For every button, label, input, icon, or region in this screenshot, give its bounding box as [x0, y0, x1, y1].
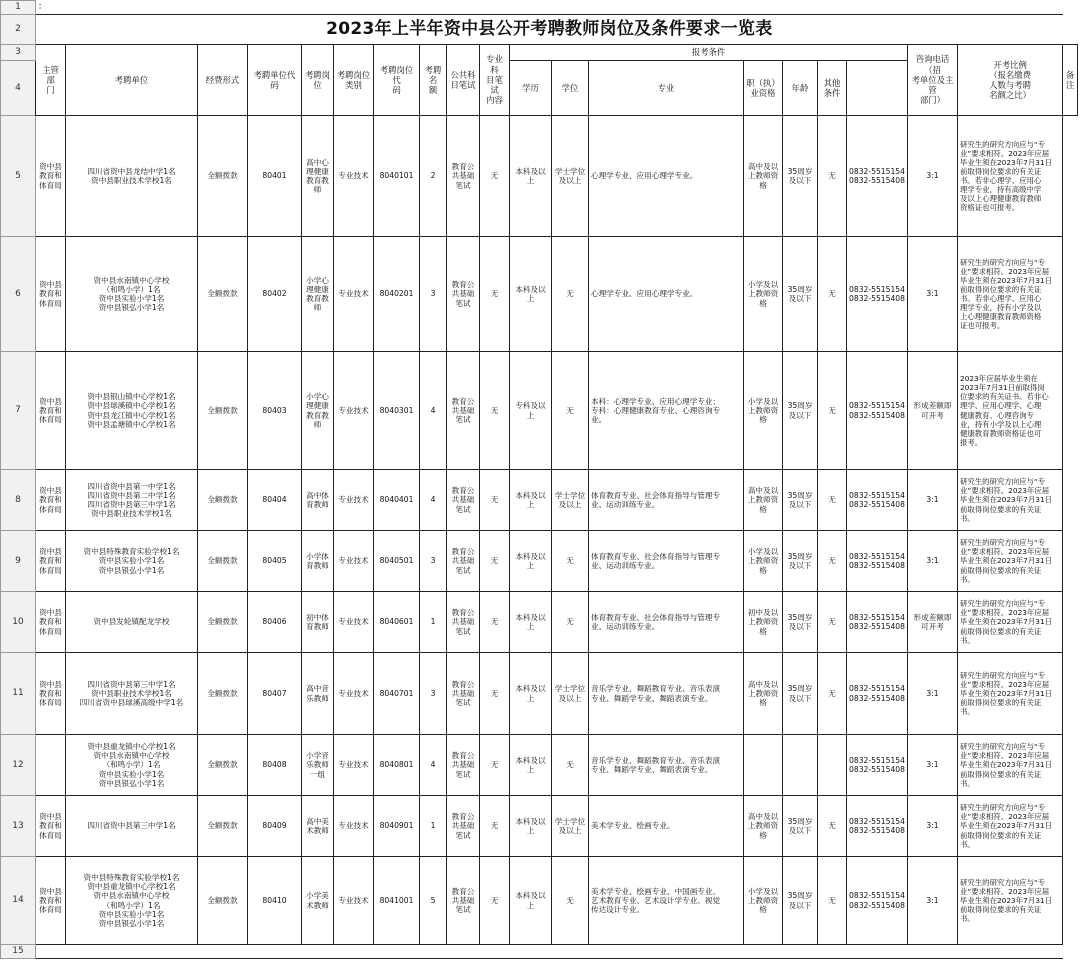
row-number: 7 — [1, 352, 36, 470]
unit-code-cell: 80406 — [248, 592, 302, 653]
authority-cell: 资中县 教育和 体育局 — [36, 352, 66, 470]
education-cell: 本科及以 上 — [510, 796, 552, 857]
note-row — [1, 1, 1078, 15]
other-cell: 无 — [818, 531, 847, 592]
table-row — [1, 531, 1078, 592]
unit-code-cell: 80403 — [248, 352, 302, 470]
age-cell: 35周岁 及以下 — [783, 352, 818, 470]
public-exam-cell: 教育公 共基础 笔试 — [447, 735, 480, 796]
prof-exam-cell: 无 — [480, 592, 510, 653]
age-cell: 35周岁 及以下 — [783, 796, 818, 857]
major-cell: 美术学专业、绘画专业。 — [589, 796, 744, 857]
position-code-cell: 8040601 — [374, 592, 420, 653]
unit-code-cell: 80410 — [248, 857, 302, 945]
unit-cell: 四川省资中县第三中学1名 — [66, 796, 198, 857]
header-category: 考聘岗位 类别 — [334, 45, 374, 116]
remark-cell: 研究生的研究方向应与“专 业”要求相符。2023年应届 毕业生须在2023年7月31日 前取得岗位要求的有关证 书。 — [958, 531, 1063, 592]
ratio-cell: 形成差额即 可开考 — [908, 352, 958, 470]
quota-cell: 2 — [420, 116, 447, 237]
position-code-cell: 8040701 — [374, 653, 420, 735]
phone-cell: 0832-5515154 0832-5515408 — [847, 352, 908, 470]
funding-cell: 全额拨款 — [198, 653, 248, 735]
table-row — [1, 735, 1078, 796]
position-cell: 高中体 育教师 — [302, 470, 334, 531]
major-cell: 体育教育专业、社会体育指导与管理专 业、运动训练专业。 — [589, 592, 744, 653]
remark-cell: 研究生的研究方向应与“专 业”要求相符。2023年应届 毕业生须在2023年7月31日 前取得岗位要求的有关证 书。 — [958, 857, 1063, 945]
ratio-cell: 3:1 — [908, 653, 958, 735]
position-code-cell: 8040801 — [374, 735, 420, 796]
public-exam-cell: 教育公 共基础 笔试 — [447, 237, 480, 352]
degree-cell: 学士学位 及以上 — [552, 470, 589, 531]
remark-cell: 研究生的研究方向应与“专 业”要求相符。2023年应届 毕业生须在2023年7月31日 前取得岗位要求的有关证 书。 — [958, 653, 1063, 735]
phone-cell: 0832-5515154 0832-5515408 — [847, 857, 908, 945]
qualification-cell: 小学及以 上教师资 格 — [744, 237, 783, 352]
major-cell: 体育教育专业、社会体育指导与管理专 业、运动训练专业。 — [589, 470, 744, 531]
unit-code-cell: 80409 — [248, 796, 302, 857]
position-code-cell: 8040401 — [374, 470, 420, 531]
quota-cell: 3 — [420, 237, 447, 352]
other-cell: 无 — [818, 653, 847, 735]
phone-cell: 0832-5515154 0832-5515408 — [847, 116, 908, 237]
table-row — [1, 796, 1078, 857]
row-number: 13 — [1, 796, 36, 857]
row-number: 8 — [1, 470, 36, 531]
other-cell: 无 — [818, 470, 847, 531]
unit-code-cell: 80405 — [248, 531, 302, 592]
ratio-cell: 3:1 — [908, 237, 958, 352]
category-cell: 专业技术 — [334, 352, 374, 470]
category-cell: 专业技术 — [334, 653, 374, 735]
position-code-cell: 8040501 — [374, 531, 420, 592]
remark-cell: 研究生的研究方向应与“专 业”要求相符。2023年应届 毕业生须在2023年7月31日 前取得岗位要求的有关证 书。 — [958, 470, 1063, 531]
education-cell: 本科及以 上 — [510, 857, 552, 945]
other-cell: 无 — [818, 796, 847, 857]
degree-cell: 无 — [552, 857, 589, 945]
unit-code-cell: 80402 — [248, 237, 302, 352]
education-cell: 本科及以 上 — [510, 592, 552, 653]
table-row — [1, 352, 1078, 470]
phone-cell: 0832-5515154 0832-5515408 — [847, 735, 908, 796]
education-cell: 本科及以 上 — [510, 735, 552, 796]
table-row — [1, 857, 1078, 945]
unit-cell: 资中县特殊教育实验学校1名 资中县重龙镇中心学校1名 资中县水南镇中心学校 （和鸣小学）1名 资中县实验小学1名 资中县银弘小学1名 — [66, 857, 198, 945]
unit-cell: 四川省资中县龙结中学1名 资中县职业技术学校1名 — [66, 116, 198, 237]
other-cell: 无 — [818, 857, 847, 945]
blank-row — [1, 945, 1078, 959]
header-remark: 备注 — [1063, 45, 1078, 116]
major-cell: 音乐学专业、舞蹈教育专业、音乐表演 专业、舞蹈学专业、舞蹈表演专业。 — [589, 653, 744, 735]
header-position-code: 考聘岗位代 码 — [374, 45, 420, 116]
quota-cell: 3 — [420, 531, 447, 592]
table-row — [1, 592, 1078, 653]
authority-cell: 资中县 教育和 体育局 — [36, 237, 66, 352]
category-cell: 专业技术 — [334, 237, 374, 352]
unit-cell: 资中县特殊教育实验学校1名 资中县实验小学1名 资中县银弘小学1名 — [66, 531, 198, 592]
qualification-cell: 小学及以 上教师资 格 — [744, 531, 783, 592]
quota-cell: 4 — [420, 470, 447, 531]
funding-cell: 全额拨款 — [198, 470, 248, 531]
authority-cell: 资中县 教育和 体育局 — [36, 653, 66, 735]
age-cell: 35周岁 及以下 — [783, 857, 818, 945]
authority-cell: 资中县 教育和 体育局 — [36, 796, 66, 857]
degree-cell: 学士学位 及以上 — [552, 116, 589, 237]
public-exam-cell: 教育公 共基础 笔试 — [447, 796, 480, 857]
funding-cell: 全额拨款 — [198, 116, 248, 237]
qualification-cell — [744, 735, 783, 796]
major-cell: 心理学专业、应用心理学专业。 — [589, 116, 744, 237]
row-number: 14 — [1, 857, 36, 945]
position-code-cell: 8040901 — [374, 796, 420, 857]
other-cell: 无 — [818, 352, 847, 470]
qualification-cell: 小学及以 上教师资 格 — [744, 352, 783, 470]
ratio-cell: 3:1 — [908, 470, 958, 531]
education-cell: 本科及以 上 — [510, 653, 552, 735]
blank-cell — [36, 945, 1063, 959]
row-number: 3 — [1, 45, 36, 61]
header-quota: 考聘名 额 — [420, 45, 447, 116]
position-code-cell: 8040101 — [374, 116, 420, 237]
header-degree: 学位 — [552, 61, 589, 116]
other-cell: 无 — [818, 116, 847, 237]
phone-cell: 0832-5515154 0832-5515408 — [847, 796, 908, 857]
qualification-cell: 高中及以 上教师资 格 — [744, 653, 783, 735]
major-cell: 心理学专业、应用心理学专业。 — [589, 237, 744, 352]
header-major: 专业 — [589, 61, 744, 116]
authority-cell: 资中县 教育和 体育局 — [36, 857, 66, 945]
qualification-cell: 初中及以 上教师资 格 — [744, 592, 783, 653]
education-cell: 本科及以 上 — [510, 470, 552, 531]
funding-cell: 全额拨款 — [198, 857, 248, 945]
position-cell: 小学心 理健康 教育教 师 — [302, 352, 334, 470]
age-cell — [783, 735, 818, 796]
header-education: 学历 — [510, 61, 552, 116]
education-cell: 专科及以 上 — [510, 352, 552, 470]
public-exam-cell: 教育公 共基础 笔试 — [447, 470, 480, 531]
category-cell: 专业技术 — [334, 735, 374, 796]
ratio-cell: 3:1 — [908, 735, 958, 796]
table-row — [1, 237, 1078, 352]
major-cell: 体育教育专业、社会体育指导与管理专 业、运动训练专业。 — [589, 531, 744, 592]
table-row — [1, 470, 1078, 531]
phone-cell: 0832-5515154 0832-5515408 — [847, 237, 908, 352]
position-cell: 初中体 育教师 — [302, 592, 334, 653]
position-code-cell: 8041001 — [374, 857, 420, 945]
title-row — [1, 15, 1078, 45]
public-exam-cell: 教育公 共基础 笔试 — [447, 116, 480, 237]
education-cell: 本科及以 上 — [510, 116, 552, 237]
degree-cell: 无 — [552, 237, 589, 352]
row-number: 10 — [1, 592, 36, 653]
remark-cell: 2023年应届毕业生须在 2023年7月31日前取得岗 位要求的有关证书。若非心 理学、应用心理学、心理 健康教育、心理咨询专 业，持有小学及以上心理 健康教育教师资格证也可 报考。 — [958, 352, 1063, 470]
ratio-cell: 3:1 — [908, 531, 958, 592]
category-cell: 专业技术 — [334, 470, 374, 531]
quota-cell: 4 — [420, 735, 447, 796]
quota-cell: 3 — [420, 653, 447, 735]
remark-cell: 研究生的研究方向应与“专 业”要求相符。2023年应届 毕业生须在2023年7月31日 前取得岗位要求的有关证 书。 — [958, 735, 1063, 796]
other-cell: 无 — [818, 592, 847, 653]
other-cell: 无 — [818, 237, 847, 352]
header-unit: 考聘单位 — [66, 45, 198, 116]
unit-code-cell: 80404 — [248, 470, 302, 531]
category-cell: 专业技术 — [334, 531, 374, 592]
row-number: 15 — [1, 945, 36, 959]
unit-cell: 资中县发轮镇配龙学校 — [66, 592, 198, 653]
degree-cell: 无 — [552, 735, 589, 796]
age-cell: 35周岁 及以下 — [783, 237, 818, 352]
age-cell: 35周岁 及以下 — [783, 470, 818, 531]
table-row — [1, 653, 1078, 735]
prof-exam-cell: 无 — [480, 796, 510, 857]
table-row — [1, 116, 1078, 237]
other-cell — [818, 735, 847, 796]
position-cell: 小学体 育教师 — [302, 531, 334, 592]
unit-cell: 资中县银山镇中心学校1名 资中县球溪镇中心学校1名 资中县龙江镇中心学校1名 资中县孟塘镇中心学校1名 — [66, 352, 198, 470]
position-cell: 高中美 术教师 — [302, 796, 334, 857]
ratio-cell: 3:1 — [908, 796, 958, 857]
funding-cell: 全额拨款 — [198, 352, 248, 470]
header-other: 其他 条件 — [818, 61, 847, 116]
funding-cell: 全额拨款 — [198, 531, 248, 592]
degree-cell: 无 — [552, 592, 589, 653]
phone-cell: 0832-5515154 0832-5515408 — [847, 470, 908, 531]
education-cell: 本科及以 上 — [510, 237, 552, 352]
authority-cell: 资中县 教育和 体育局 — [36, 116, 66, 237]
unit-cell: 四川省资中县第三中学1名 资中县职业技术学校1名 四川省资中县球溪高级中学1名 — [66, 653, 198, 735]
funding-cell: 全额拨款 — [198, 735, 248, 796]
header-age: 年龄 — [783, 61, 818, 116]
position-cell: 高中心 理健康 教育教 师 — [302, 116, 334, 237]
prof-exam-cell: 无 — [480, 653, 510, 735]
header-conditions-group: 报考条件 — [510, 45, 908, 61]
prof-exam-cell: 无 — [480, 857, 510, 945]
phone-cell: 0832-5515154 0832-5515408 — [847, 653, 908, 735]
public-exam-cell: 教育公 共基础 笔试 — [447, 857, 480, 945]
category-cell: 专业技术 — [334, 796, 374, 857]
major-cell: 本科：心理学专业、应用心理学专业； 专科：心理健康教育专业、心理咨询专 业。 — [589, 352, 744, 470]
position-code-cell: 8040201 — [374, 237, 420, 352]
header-funding: 经费形式 — [198, 45, 248, 116]
row-number: 6 — [1, 237, 36, 352]
authority-cell: 资中县 教育和 体育局 — [36, 470, 66, 531]
row-number: 4 — [1, 61, 36, 116]
row-number: 5 — [1, 116, 36, 237]
qualification-cell: 小学及以 上教师资 格 — [744, 857, 783, 945]
prof-exam-cell: 无 — [480, 735, 510, 796]
unit-cell: 资中县重龙镇中心学校1名 资中县水南镇中心学校 （和鸣小学）1名 资中县实验小学1名 资中县银弘小学1名 — [66, 735, 198, 796]
row-number: 12 — [1, 735, 36, 796]
public-exam-cell: 教育公 共基础 笔试 — [447, 531, 480, 592]
page-title: 2023年上半年资中县公开考聘教师岗位及条件要求一览表 — [36, 15, 1063, 45]
position-cell: 高中音 乐教师 — [302, 653, 334, 735]
age-cell: 35周岁 及以下 — [783, 653, 818, 735]
funding-cell: 全额拨款 — [198, 237, 248, 352]
phone-cell: 0832-5515154 0832-5515408 — [847, 592, 908, 653]
authority-cell — [36, 735, 66, 796]
row-number: 2 — [1, 15, 36, 45]
quota-cell: 1 — [420, 796, 447, 857]
prof-exam-cell: 无 — [480, 116, 510, 237]
prof-exam-cell: 无 — [480, 237, 510, 352]
ratio-cell: 3:1 — [908, 116, 958, 237]
education-cell: 本科及以 上 — [510, 531, 552, 592]
category-cell: 专业技术 — [334, 116, 374, 237]
prof-exam-cell: 无 — [480, 470, 510, 531]
qualification-cell: 高中及以 上教师资 格 — [744, 470, 783, 531]
phone-cell: 0832-5515154 0832-5515408 — [847, 531, 908, 592]
position-cell: 小学美 术教师 — [302, 857, 334, 945]
ratio-cell: 形成差额即 可开考 — [908, 592, 958, 653]
ratio-cell: 3:1 — [908, 857, 958, 945]
quota-cell: 4 — [420, 352, 447, 470]
funding-cell: 全额拨款 — [198, 592, 248, 653]
header-qualification: 职（执） 业资格 — [744, 61, 783, 116]
unit-code-cell: 80407 — [248, 653, 302, 735]
unit-cell: 资中县水南镇中心学校 （和鸣小学）1名 资中县实验小学1名 资中县银弘小学1名 — [66, 237, 198, 352]
header-phone: 咨询电话（招 考单位及主管 部门） — [908, 45, 958, 116]
major-cell: 美术学专业、绘画专业、中国画专业、 艺术教育专业、艺术设计学专业、视觉 传达设计专业。 — [589, 857, 744, 945]
header-prof-exam: 专业科 目笔试 内容 — [480, 45, 510, 116]
authority-cell: 资中县 教育和 体育局 — [36, 531, 66, 592]
header-ratio: 开考比例 （报名缴费 人数与考聘 名额之比） — [958, 45, 1063, 116]
position-cell: 小学心 理健康 教育教 师 — [302, 237, 334, 352]
header-authority: 主管部 门 — [36, 45, 66, 116]
age-cell: 35周岁 及以下 — [783, 116, 818, 237]
prof-exam-cell: 无 — [480, 531, 510, 592]
row-number: 1 — [1, 1, 36, 15]
funding-cell: 全额拨款 — [198, 796, 248, 857]
position-code-cell: 8040301 — [374, 352, 420, 470]
header-unit-code: 考聘单位代 码 — [248, 45, 302, 116]
header-public-exam: 公共科 目笔试 — [447, 45, 480, 116]
remark-cell: 研究生的研究方向应与“专 业”要求相符。2023年应届 毕业生须在2023年7月31日 前取得岗位要求的有关证 书。 — [958, 796, 1063, 857]
unit-code-cell: 80401 — [248, 116, 302, 237]
public-exam-cell: 教育公 共基础 笔试 — [447, 653, 480, 735]
qualification-cell: 高中及以 上教师资 格 — [744, 796, 783, 857]
authority-cell: 资中县 教育和 体育局 — [36, 592, 66, 653]
row-number: 9 — [1, 531, 36, 592]
remark-cell: 研究生的研究方向应与“专 业”要求相符。2023年应届 毕业生须在2023年7月31日 前取得岗位要求的有关证 书。若非心理学、应用心 理学专业，持有高级中学 及以上心理健康教育教师 资格证也可报考。 — [958, 116, 1063, 237]
age-cell: 35周岁 及以下 — [783, 531, 818, 592]
unit-code-cell: 80408 — [248, 735, 302, 796]
quota-cell: 1 — [420, 592, 447, 653]
degree-cell: 无 — [552, 531, 589, 592]
row-number: 11 — [1, 653, 36, 735]
qualification-cell: 高中及以 上教师资 格 — [744, 116, 783, 237]
public-exam-cell: 教育公 共基础 笔试 — [447, 352, 480, 470]
quota-cell: 5 — [420, 857, 447, 945]
prof-exam-cell: 无 — [480, 352, 510, 470]
degree-cell: 学士学位 及以上 — [552, 653, 589, 735]
age-cell: 35周岁 及以下 — [783, 592, 818, 653]
degree-cell: 学士学位 及以上 — [552, 796, 589, 857]
unit-cell: 四川省资中县第一中学1名 四川省资中县第二中学1名 四川省资中县第三中学1名 资中县职业技术学校1名 — [66, 470, 198, 531]
major-cell: 音乐学专业、舞蹈教育专业、音乐表演 专业、舞蹈学专业、舞蹈表演专业。 — [589, 735, 744, 796]
remark-cell: 研究生的研究方向应与“专 业”要求相符。2023年应届 毕业生须在2023年7月31日 前取得岗位要求的有关证 书。 — [958, 592, 1063, 653]
degree-cell: 无 — [552, 352, 589, 470]
remark-cell: 研究生的研究方向应与“专 业”要求相符。2023年应届 毕业生须在2023年7月31日 前取得岗位要求的有关证 书。若非心理学、应用心 理学专业，持有小学及以 上心理健康教育教师资格 证也可报考。 — [958, 237, 1063, 352]
public-exam-cell: 教育公 共基础 笔试 — [447, 592, 480, 653]
category-cell: 专业技术 — [334, 592, 374, 653]
top-note: ： — [36, 1, 1063, 15]
header-position: 考聘岗 位 — [302, 45, 334, 116]
header-row-1 — [1, 45, 1078, 61]
position-cell: 小学音 乐教师 一组 — [302, 735, 334, 796]
category-cell: 专业技术 — [334, 857, 374, 945]
